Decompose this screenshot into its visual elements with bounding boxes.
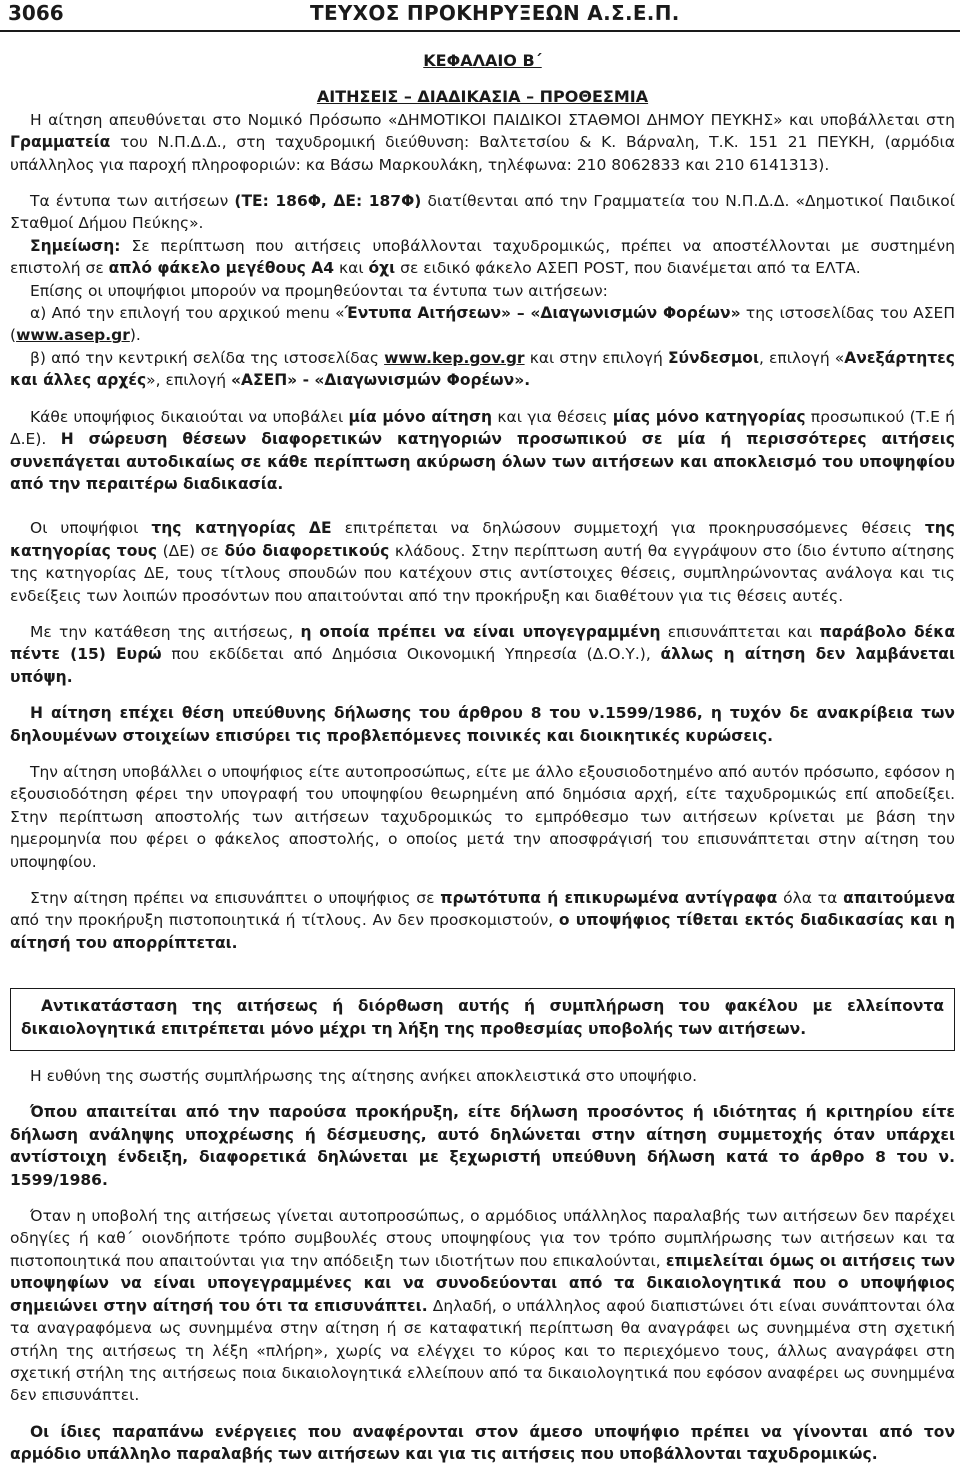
text-bold: Ανεξάρτητες και άλλες αρχές — [10, 348, 955, 390]
document-body — [10, 40, 955, 1466]
text-bold: μία μόνο αίτηση — [348, 407, 493, 426]
text-bold: παράβολο δέκα πέντε (15) Ευρώ — [10, 622, 955, 664]
text: Όταν η υποβολή της αιτήσεως γίνεται αυτοπροσώπως, ο αρμόδιος υπάλληλος παραλαβής των αιτήσεων δεν παρέχει οδηγίες ή καθ΄ οιονδήποτε τρόπο συμβουλές στους υποψηφίους για τον τρόπο συμπλήρωσης των αιτήσεων και τα πιστοποιητικά που απαιτούνται για την απόδειξη των ιδιοτήτων που επικαλούνται, — [10, 1207, 955, 1270]
text: ). — [129, 326, 141, 345]
text-bold: Η σώρευση θέσεων διαφορετικών κατηγοριών προσωπικού σε μία ή περισσότερες αιτήσεις συνεπάγεται αυτοδικαίως σε κάθε περίπτωση ακύρωση όλων των αιτήσεων και αποκλεισμό του υποψηφίου από την περαιτέρω διαδικασία. — [10, 430, 955, 493]
text-bold: Αντικατάσταση της αιτήσεως ή διόρθωση αυτής ή συμπλήρωση του φακέλου με ελλείποντα δικαιολογητικά επιτρέπεται μόνο μέχρι τη λήξη της προθεσμίας υποβολής των αιτήσεων. — [21, 997, 944, 1038]
text: προσωπικού (Τ.Ε ή Δ.Ε). — [10, 407, 955, 449]
kep-link[interactable]: www.kep.gov.gr — [384, 348, 525, 367]
text: Με την κατάθεση της αιτήσεως, — [30, 622, 301, 641]
page-header — [0, 0, 960, 26]
text: Τα έντυπα των αιτήσεων — [30, 192, 235, 211]
replacement-notice-box — [10, 988, 955, 1051]
paragraph-postal — [10, 1421, 955, 1466]
paragraph-responsibility: Η ευθύνη της σωστής συμπλήρωσης της αίτησης ανήκει αποκλειστικά στο υποψήφιο. — [30, 1067, 698, 1086]
text-bold: Όπου απαιτείται από την παρούσα προκήρυξη, είτε δήλωση προσόντος ή ιδιότητας ή κριτηρίου είτε δήλωση ανάληψης υποχρέωσης ή δέσμευσης, αυτό δηλώνεται στην αίτηση συμμετοχής όταν υπάρχει αντίστοιχη ένδειξη, διαφορετικά δηλώνεται με ξεχωριστή υπεύθυνη δήλωση κατά το άρθρο 8 του ν. 1599/1986. — [10, 1103, 955, 1189]
paragraph-option-a — [10, 302, 955, 347]
text-bold: δύο διαφορετικούς — [224, 541, 390, 560]
text: Σε περίπτωση που αιτήσεις υποβάλλονται ταχυδρομικώς, πρέπει να αποστέλλονται με συστημένη επιστολή σε — [10, 236, 955, 278]
text: , επιλογή « — [759, 348, 845, 367]
paragraph-also: Επίσης οι υποψήφιοι μπορούν να προμηθεύονται τα έντυπα των αιτήσεων: — [30, 281, 608, 300]
text: και για θέσεις — [492, 407, 613, 426]
chapter-title: ΚΕΦΑΛΑΙΟ Β΄ — [423, 51, 542, 70]
replacement-notice — [21, 995, 944, 1040]
text: », επιλογή — [146, 371, 232, 390]
text: και στην επιλογή — [524, 348, 668, 367]
text: σε ειδικό φάκελο ΑΣΕΠ POST, που διανέμεται από τα ΕΛΤΑ. — [395, 259, 861, 278]
paragraph-declaration — [10, 702, 955, 747]
text: κλάδους. Στην περίπτωση αυτή θα εγγράψουν στο ίδιο έντυπο αίτησης της κατηγορίας ΔΕ, τους τίτλους σπουδών που κατέχουν στις αντίστοιχες θέσεις, συμπληρώνοντας ανάλογα και τις ενδείξεις των λοιπών προσόντων που απαιτούνται από την προκήρυξη και διαθέτουν για τις θέσεις αυτές. — [10, 541, 955, 605]
text-bold: Οι ίδιες παραπάνω ενέργειες που αναφέρονται στον άμεσο υποψήφιο πρέπει να γίνονται από τον αρμόδιο υπάλληλο παραλαβής των αιτήσεων και για τις αιτήσεις που υποβάλλονται ταχυδρομικώς. — [10, 1422, 955, 1464]
text: α) Από την επιλογή του αρχικού menu « — [30, 304, 345, 323]
asep-link[interactable]: www.asep.gr — [16, 326, 130, 345]
text: από την προκήρυξη πιστοποιητικά ή τίτλους. Αν δεν προσκομιστούν, — [10, 911, 559, 930]
text-bold: επιμελείται όμως οι αιτήσεις των υποψηφίων να είναι υπογεγραμμένες και να συνοδεύονται από τα δικαιολογητικά που ο υποψήφιος σημειώνει στην αίτησή του ότι τα επισυνάπτει. — [10, 1251, 956, 1315]
text-bold: ο υποψήφιος τίθεται εκτός διαδικασίας και η αίτησή του απορρίπτεται. — [10, 911, 955, 952]
paragraph-category-de — [10, 517, 955, 607]
text: όλα τα — [777, 889, 844, 907]
text-bold: (ΤΕ: 186Φ, ΔΕ: 187Φ) — [234, 192, 422, 211]
text-bold: άλλως η αίτηση δεν λαμβάνεται υπόψη. — [10, 645, 955, 686]
paragraph-attachments — [10, 887, 955, 954]
paragraph-in-person — [10, 1205, 955, 1407]
text-bold: της κατηγορίας ΔΕ — [151, 519, 332, 538]
header-rule — [0, 30, 960, 32]
text: διατίθενται από την Γραμματεία του Ν.Π.Δ.Δ. «Δημοτικοί Παιδικοί Σταθμοί Δήμου Πεύκης». — [10, 192, 955, 233]
text-bold: απαιτούμενα — [843, 889, 955, 907]
text: της ιστοσελίδας του ΑΣΕΠ ( — [10, 304, 955, 345]
text: Η αίτηση απευθύνεται στο Νομικό Πρόσωπο «ΔΗΜΟΤΙΚΟΙ ΠΑΙΔΙΚΟΙ ΣΤΑΘΜΟΙ ΔΗΜΟΥ ΠΕΥΚΗΣ» και υποβάλλεται στη — [30, 110, 955, 129]
text-bold: Γραμματεία — [10, 133, 111, 152]
section-title: ΑΙΤΗΣΕΙΣ – ΔΙΑΔΙΚΑΣΙΑ – ΠΡΟΘΕΣΜΙΑ — [316, 87, 649, 107]
text: Δηλαδή, ο υπάλληλος αφού διαπιστώνει ότι είναι συνάπτονται όλα τα αναγραφόμενα ως συνημμένα στην αίτηση ή σε καταφατική περίπτωση θα αναγράφει ως συνημμένα στη σχετική στήλη της αιτήσεως τη λέξη «πλήρη», χωρίς να ελέγχει το κύρος και το περιεχόμενο τους, άλλως αναγράφει στη σχετική στήλη της αιτήσεως ποια δικαιολογητικά ελλείπουν από τα δικαιολογητικά που εφόσον αναφέρει ως συνημμένα δεν επισυνάπτει. — [10, 1296, 956, 1405]
text-bold: όχι — [368, 259, 396, 278]
text: Στην αίτηση πρέπει να επισυνάπτει ο υποψήφιος σε — [30, 889, 441, 907]
issue-title: ΤΕΥΧΟΣ ΠΡΟΚΗΡΥΞΕΩΝ Α.Σ.Ε.Π. — [310, 1, 680, 25]
page-number: 3066 — [8, 1, 64, 25]
note-label: Σημείωση: — [30, 236, 121, 255]
paragraph-forms — [10, 190, 955, 235]
text-bold: Έντυπα Αιτήσεων» – «Διαγωνισμών Φορέων» — [344, 304, 741, 323]
text-bold: πρωτότυπα ή επικυρωμένα αντίγραφα — [440, 889, 778, 907]
text-bold: μίας μόνο κατηγορίας — [612, 407, 806, 426]
text-bold: Σύνδεσμοι — [667, 348, 759, 367]
paragraph-fee — [10, 621, 955, 688]
text-bold: η οποία πρέπει να είναι υπογεγραμμένη — [300, 622, 661, 641]
paragraph-submission: Την αίτηση υποβάλλει ο υποψήφιος είτε αυτοπροσώπως, είτε με άλλο εξουσιοδοτημένο από αυτόν πρόσωπο, εφόσον η εξουσιοδότηση φέρει την υπογραφή του υποψηφίου θεωρημένη από δημόσια αρχή, είτε ταχυδρομικώς επί αποδείξει. Στην περίπτωση αποστολής των αιτήσεων ταχυδρομικώς το εμπρόθεσμο των αιτήσεων κρίνεται με βάση την ημερομηνία που φέρει ο φάκελος αποστολής, ο οποίος μετά την αποσφράγισή του επισυνάπτεται στην αίτηση του υποψηφίου. — [10, 762, 955, 871]
text: Κάθε υποψήφιος δικαιούται να υποβάλει — [30, 407, 349, 426]
text-bold: της κατηγορίας τους — [10, 519, 955, 560]
text-bold: απλό φάκελο μεγέθους Α4 — [108, 259, 335, 278]
paragraph-note — [10, 235, 955, 280]
text: που εκδίδεται από Δημόσια Οικονομική Υπηρεσία (Δ.Ο.Υ.), — [161, 645, 661, 664]
text-bold: Η αίτηση επέχει θέση υπεύθυνης δήλωσης του άρθρου 8 του ν.1599/1986, η τυχόν δε ανακρίβεια των δηλουμένων στοιχείων επισύρει τις προβλεπόμενες ποινικές και διοικητικές κυρώσεις. — [10, 704, 955, 745]
text-bold: «ΑΣΕΠ» - «Διαγωνισμών Φορέων». — [231, 371, 531, 390]
text: του Ν.Π.Δ.Δ., στη ταχυδρομική διεύθυνση: Βαλτετσίου & Κ. Βάρναλη, Τ.Κ. 151 21 ΠΕΥΚΗ, (αρμόδια υπάλληλος για παροχή πληροφοριών: κα Βάσω Μαρκουλάκη, τηλέφωνα: 210 8062833 και 210 6141313). — [10, 133, 955, 174]
text: β) από την κεντρική σελίδα της ιστοσελίδας — [30, 348, 385, 367]
text: (ΔΕ) σε — [157, 541, 225, 560]
paragraph-option-b — [10, 347, 955, 392]
paragraph-address — [10, 109, 955, 176]
text: Οι υποψήφιοι — [30, 519, 152, 538]
text: επιτρέπεται να δηλώσουν συμμετοχή για προκηρυσσόμενες θέσεις — [331, 519, 925, 538]
text: επισυνάπτεται και — [660, 622, 820, 641]
paragraph-where-required — [10, 1101, 955, 1191]
text: και — [334, 259, 369, 278]
paragraph-one-application — [10, 406, 955, 496]
